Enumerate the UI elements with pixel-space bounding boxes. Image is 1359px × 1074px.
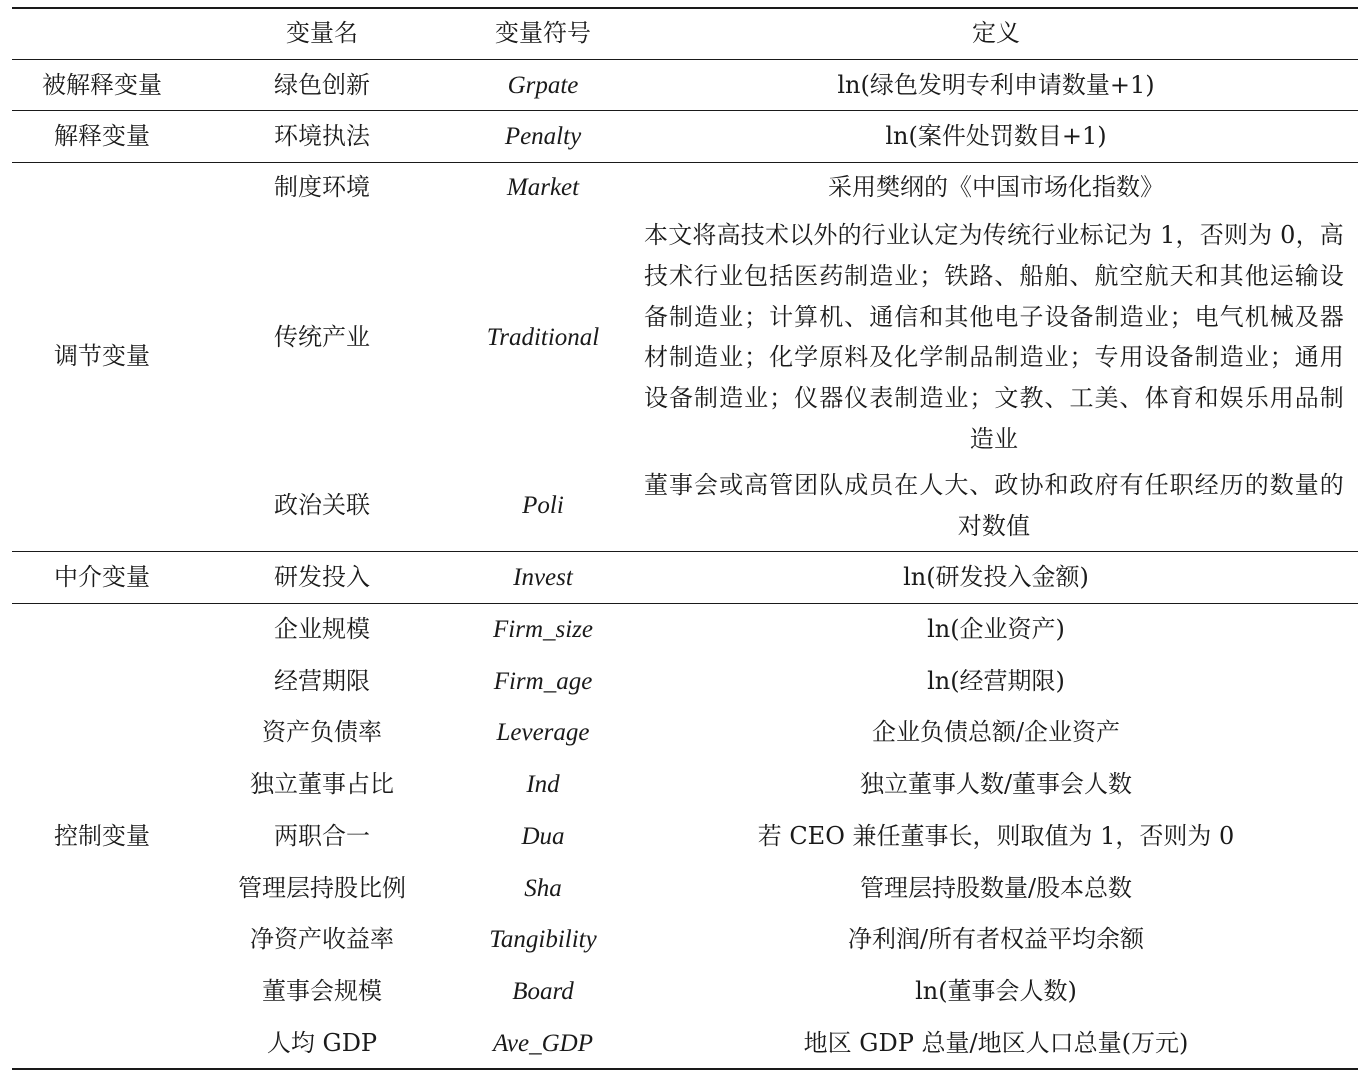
variable-definition: ln(经营期限) — [927, 667, 1065, 695]
variable-symbol: Firm_age — [493, 668, 593, 695]
variable-definition: 管理层持股数量/股本总数 — [859, 874, 1133, 902]
group-label-explained: 被解释变量 — [42, 71, 162, 99]
variable-definition: ln(研发投入金额) — [903, 563, 1089, 591]
variable-symbol: Ind — [526, 771, 560, 798]
group-divider-rule — [12, 603, 1358, 604]
variable-symbol: Tangibility — [489, 926, 597, 953]
variable-definition: 地区 GDP 总量/地区人口总量(万元) — [803, 1029, 1189, 1057]
variable-definition: ln(案件处罚数目+1) — [885, 122, 1107, 150]
variable-definition: 独立董事人数/董事会人数 — [859, 770, 1133, 798]
header-definition: 定义 — [972, 19, 1020, 47]
header-variable-name: 变量名 — [286, 19, 358, 47]
variable-definition: 本文将高技术以外的行业认定为传统行业标记为 1，否则为 0，高技术行业包括医药制造业；铁路、船舶、航空航天和其他运输设备制造业；计算机、通信和其他电子设备制造业；电气机械及器材制造业；化学原料及化学制品制造业；专用设备制造业；通用设备制造业；仪器仪表制造业；文教、工美、体育和娱乐用品制造业 — [644, 221, 1344, 453]
group-divider-rule — [12, 162, 1358, 163]
variable-name: 制度环境 — [274, 173, 370, 201]
header-bottom-rule — [12, 59, 1358, 60]
variable-symbol: Dua — [521, 823, 565, 850]
variable-name: 研发投入 — [274, 563, 370, 591]
top-rule — [12, 7, 1358, 9]
variable-symbol: Sha — [524, 875, 562, 902]
variable-symbol: Poli — [522, 492, 564, 519]
variable-name: 两职合一 — [274, 822, 370, 850]
variable-name: 人均 GDP — [266, 1029, 378, 1057]
variable-name: 环境执法 — [274, 122, 370, 150]
group-label-moderating: 调节变量 — [54, 342, 150, 370]
variable-symbol: Penalty — [504, 123, 582, 150]
variable-symbol: Grpate — [507, 72, 579, 99]
variable-name: 净资产收益率 — [250, 925, 394, 953]
variable-symbol: Traditional — [486, 324, 600, 351]
group-divider-rule — [12, 551, 1358, 552]
group-label-control: 控制变量 — [54, 822, 150, 850]
variable-symbol: Invest — [513, 564, 573, 591]
variable-definition: ln(企业资产) — [927, 615, 1065, 643]
variable-name: 独立董事占比 — [250, 770, 394, 798]
variable-symbol: Ave_GDP — [493, 1030, 593, 1057]
variable-symbol: Firm_size — [493, 616, 593, 643]
bottom-rule — [12, 1068, 1358, 1070]
variable-definition: ln(绿色发明专利申请数量+1) — [837, 71, 1155, 99]
variable-definition-table — [12, 7, 1358, 1070]
variable-definition: 企业负债总额/企业资产 — [871, 718, 1121, 746]
variable-name: 资产负债率 — [262, 718, 382, 746]
variable-definition: 若 CEO 兼任董事长，则取值为 1，否则为 0 — [757, 822, 1235, 850]
variable-definition: 采用樊纲的《中国市场化指数》 — [828, 173, 1164, 201]
variable-name: 董事会规模 — [262, 977, 382, 1005]
variable-name: 绿色创新 — [274, 71, 370, 99]
variable-name: 经营期限 — [274, 667, 370, 695]
variable-definition: ln(董事会人数) — [915, 977, 1077, 1005]
variable-name: 企业规模 — [274, 615, 370, 643]
variable-definition: 净利润/所有者权益平均余额 — [847, 925, 1145, 953]
header-variable-symbol: 变量符号 — [495, 19, 591, 47]
group-label-explanatory: 解释变量 — [54, 122, 150, 150]
group-label-mediating: 中介变量 — [54, 563, 150, 591]
variable-symbol: Leverage — [496, 719, 590, 746]
variable-name: 传统产业 — [274, 323, 370, 351]
group-divider-rule — [12, 110, 1358, 111]
variable-name: 政治关联 — [274, 491, 370, 519]
variable-name: 管理层持股比例 — [238, 874, 406, 902]
variable-symbol: Board — [512, 978, 574, 1005]
variable-symbol: Market — [506, 174, 580, 201]
variable-definition: 董事会或高管团队成员在人大、政协和政府有任职经历的数量的对数值 — [644, 471, 1344, 540]
